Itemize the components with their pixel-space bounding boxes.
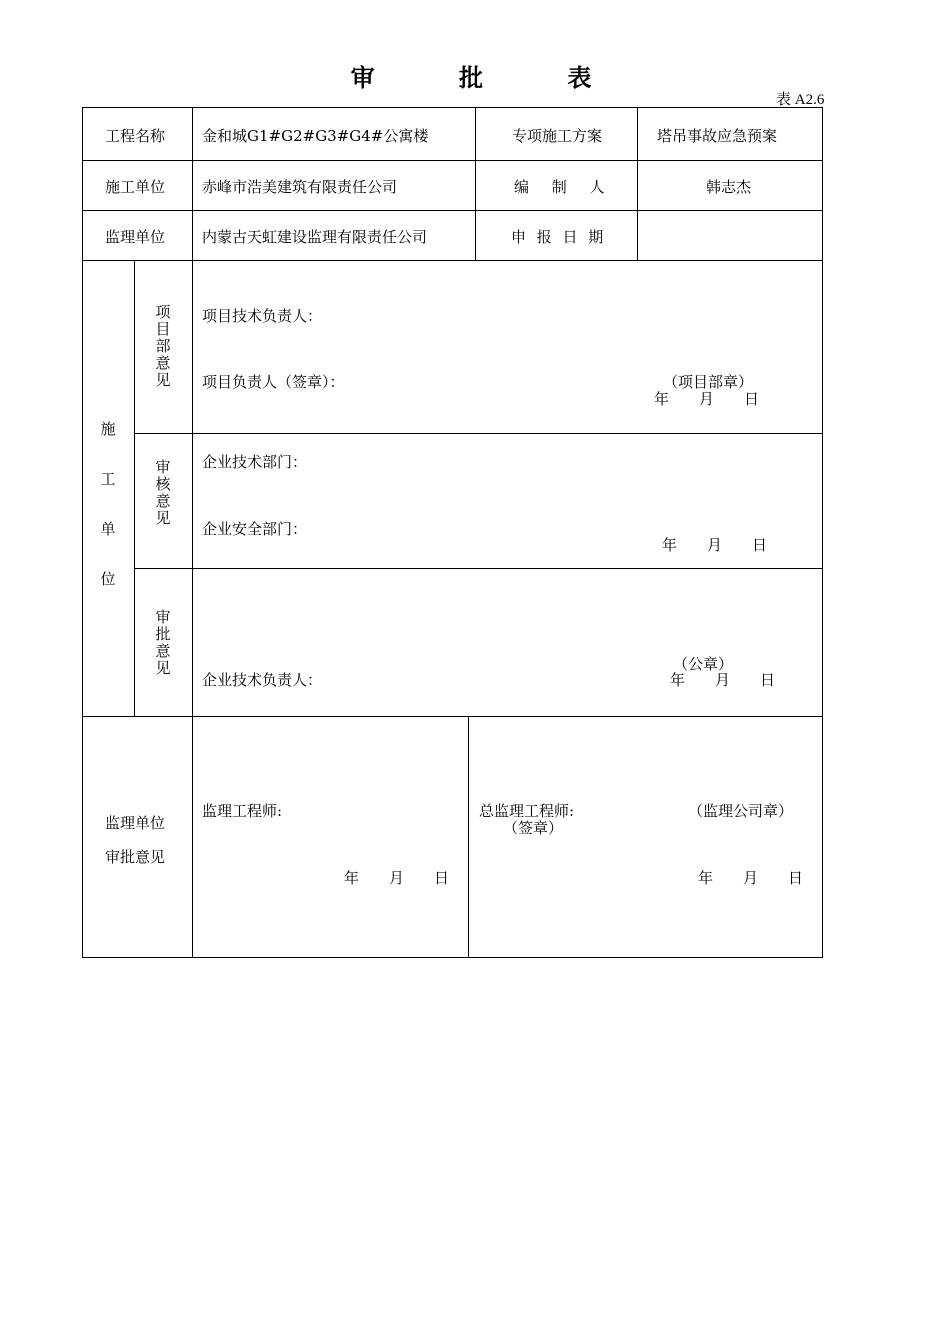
column-divider: [637, 108, 638, 260]
compiler-label: 编 制 人: [514, 178, 608, 196]
row-divider: [134, 433, 822, 434]
supervision-engineer-label: 监理工程师:: [202, 802, 283, 820]
project-dept-date: 年 月 日: [654, 390, 760, 408]
supervisor-value: 内蒙古天虹建设监理有限责任公司: [202, 228, 428, 246]
approval-date: 年 月 日: [670, 671, 776, 689]
constructor-label: 施工单位: [105, 178, 166, 196]
compiler-value: 韩志杰: [706, 178, 752, 196]
chief-engineer-sign: （签章）: [503, 819, 564, 837]
approval-form-table: [82, 107, 823, 958]
chief-engineer-label: 总监理工程师:: [479, 802, 575, 820]
project-tech-lead-label: 项目技术负责人：: [202, 307, 323, 325]
page-title: 审 批 表: [350, 63, 630, 92]
column-divider: [468, 716, 469, 957]
supervision-label-line1: 监理单位: [105, 814, 166, 832]
row-divider: [83, 716, 822, 717]
constructor-value: 赤峰市浩美建筑有限责任公司: [202, 178, 398, 196]
scheme-value: 塔吊事故应急预案: [657, 127, 778, 145]
enterprise-tech-lead-label: 企业技术负责人：: [202, 671, 323, 689]
form-number: 表 A2.6: [776, 92, 825, 108]
supervision-engineer-date: 年 月 日: [344, 869, 450, 887]
project-name-value: 金和城G1#G2#G3#G4#公寓楼: [202, 127, 429, 145]
project-dept-stamp: （项目部章）: [663, 373, 754, 391]
enterprise-tech-dept-label: 企业技术部门：: [202, 453, 308, 471]
approval-opinion-label: 审批意见: [155, 608, 171, 677]
project-dept-opinion-label: 项目部意见: [155, 303, 171, 389]
supervision-company-stamp: （监理公司章）: [688, 802, 794, 820]
row-divider: [83, 160, 822, 161]
construction-unit-label: 施工单位: [100, 420, 116, 588]
review-opinion-label: 审核意见: [155, 458, 171, 527]
review-date: 年 月 日: [662, 536, 768, 554]
column-divider: [475, 108, 476, 260]
column-divider: [134, 260, 135, 716]
supervision-label-line2: 审批意见: [105, 848, 166, 866]
supervisor-label: 监理单位: [105, 228, 166, 246]
report-date-label: 申 报 日 期: [511, 228, 607, 246]
row-divider: [83, 260, 822, 261]
scheme-label: 专项施工方案: [512, 127, 603, 145]
project-manager-label: 项目负责人（签章）：: [202, 373, 345, 391]
row-divider: [83, 210, 822, 211]
chief-engineer-date: 年 月 日: [698, 869, 804, 887]
project-name-label: 工程名称: [105, 127, 166, 145]
official-stamp: （公章）: [673, 655, 734, 673]
row-divider: [134, 568, 822, 569]
enterprise-safety-dept-label: 企业安全部门：: [202, 520, 308, 538]
column-divider: [192, 108, 193, 957]
